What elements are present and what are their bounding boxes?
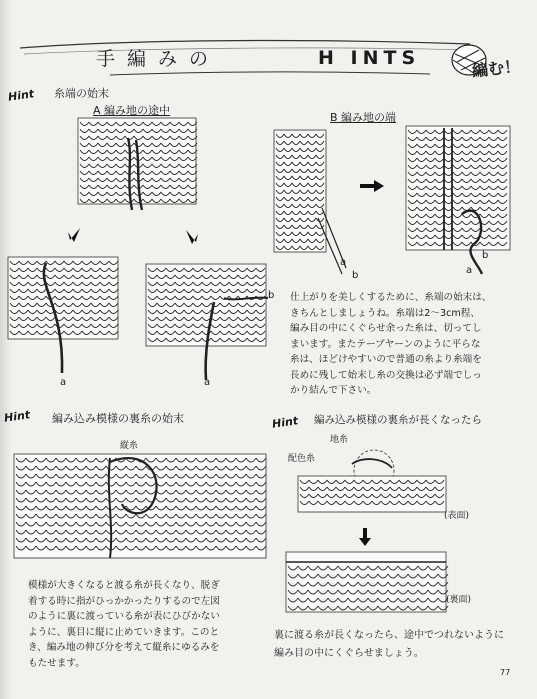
hint-label-3: Hint — [271, 414, 299, 431]
label-color-yarn: 配色糸 — [288, 454, 316, 464]
hint-label-2: Hint — [3, 408, 31, 425]
label-vertical-yarn: 縦糸 — [120, 441, 139, 451]
label-b-b-left: b — [352, 270, 359, 281]
section-title-yarn-start: 糸端の始末 — [54, 87, 109, 100]
label-ground-yarn: 地糸 — [330, 435, 349, 445]
label-a-left: a — [60, 377, 67, 388]
caption-float-1: 裏に渡る糸が長くなったら、途中でつれないように — [274, 630, 504, 641]
arrow-right — [360, 180, 384, 192]
paragraph-line: 模様が大きくなると渡る糸が長くなり、脱ぎ — [28, 580, 220, 591]
arrow-down-right — [182, 228, 202, 248]
hint-label: Hint — [7, 87, 35, 104]
knit-swatch-a — [78, 118, 198, 208]
paragraph-line: まいます。またテーブヤーンのように平らな — [290, 338, 481, 350]
label-front: (表面) — [444, 511, 470, 521]
knit-swatch-float-back — [282, 548, 452, 618]
page-number: 77 — [500, 668, 511, 677]
label-b-b-right: b — [482, 250, 489, 261]
arrow-down-left — [64, 226, 84, 246]
knit-swatch-float-front — [292, 446, 452, 516]
paragraph-line: のように裏に渡っている糸が表にひびかない — [28, 611, 220, 622]
label-b-right: b — [268, 290, 275, 301]
arrow-down — [359, 528, 371, 546]
knit-swatch-intarsia — [14, 454, 269, 564]
paragraph-yarn-start — [290, 290, 491, 399]
paragraph-line: もたせます。 — [28, 657, 85, 669]
header-title-jp: 手編みの — [96, 48, 221, 70]
paragraph-line: 編み目の中にくぐらせ余った糸は、切ってし — [290, 323, 482, 334]
caption-float-2: 編み目の中にくぐらせましょう。 — [274, 648, 424, 659]
section-title-intarsia: 編み込み模様の裏糸の始末 — [52, 412, 184, 425]
knit-swatch-a-right — [144, 262, 274, 382]
knit-swatch-b-left — [272, 128, 342, 268]
label-back: (裏面) — [446, 595, 472, 605]
paragraph-line: 糸は、ほどけやすいので普通の糸より糸端を — [290, 354, 482, 365]
paragraph-line: 仕上がりを美しくするために、糸端の始末は、 — [290, 292, 492, 303]
paragraph-line: 長めに残して始末し糸の交換は必ず端でしっ — [290, 369, 482, 381]
paragraph-intarsia — [28, 578, 220, 671]
paragraph-line: 着する時に指がひっかかったりするので左図 — [28, 595, 220, 607]
header-title-en: H INTS — [318, 47, 421, 69]
paragraph-line: きちんとしましょうね。糸端は2～3cm程、 — [290, 307, 480, 319]
knit-swatch-b-right — [404, 124, 514, 274]
subtitle-b: B 編み地の端 — [330, 111, 397, 124]
knit-swatch-a-left — [6, 255, 121, 375]
label-a-b-left: a — [340, 257, 347, 268]
paragraph-line: き、編み地の伸び分を考えて縦糸にゆるみを — [28, 642, 220, 653]
header-badge: 編む！ — [471, 56, 521, 81]
section-title-float: 編み込み模様の裏糸が長くなったら — [314, 414, 482, 426]
label-a-right: a — [204, 377, 211, 388]
subtitle-a: A 編み地の途中 — [93, 104, 171, 117]
label-a-b-right: a — [466, 265, 473, 276]
paragraph-line: ように、裏目に縦に止めていきます。このと — [28, 626, 220, 638]
paragraph-line: かり結んで下さい。 — [290, 385, 377, 396]
